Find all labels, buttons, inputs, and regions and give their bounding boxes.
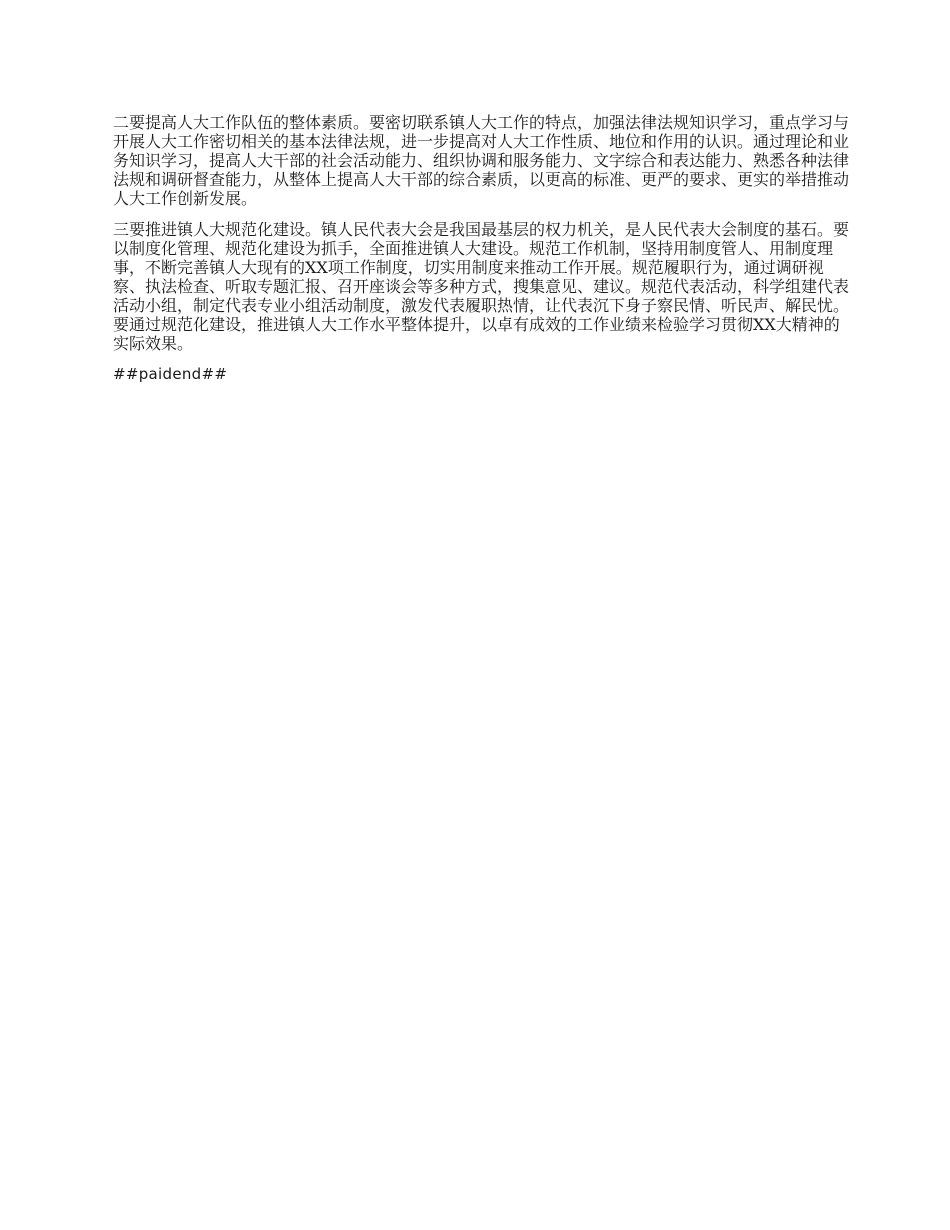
document-page <box>113 113 853 384</box>
paragraph-quality: 二要提高人大工作队伍的整体素质。要密切联系镇人大工作的特点，加强法律法规知识学习，重点学习与开展人大工作密切相关的基本法律法规，进一步提高对人大工作性质、地位和作用的认识。通过理论和业务知识学习，提高人大干部的社会活动能力、组织协调和服务能力、文字综合和表达能力、熟悉各种法律法规和调研督查能力，从整体上提高人大干部的综合素质，以更高的标准、更严的要求、更实的举措推动人大工作创新发展。 <box>113 113 850 208</box>
paragraph-standardization: 三要推进镇人大规范化建设。镇人民代表大会是我国最基层的权力机关，是人民代表大会制度的基石。要以制度化管理、规范化建设为抓手，全面推进镇人大建设。规范工作机制，坚持用制度管人、用制度理事，不断完善镇人大现有的XX项工作制度，切实用制度来推动工作开展。规范履职行为，通过调研视察、执法检查、听取专题汇报、召开座谈会等多种方式，搜集意见、建议。规范代表活动，科学组建代表活动小组，制定代表专业小组活动制度，激发代表履职热情，让代表沉下身子察民情、听民声、解民忧。要通过规范化建设，推进镇人大工作水平整体提升，以卓有成效的工作业绩来检验学习贯彻XX大精神的实际效果。 <box>113 220 850 353</box>
end-marker: ##paidend## <box>113 365 228 383</box>
